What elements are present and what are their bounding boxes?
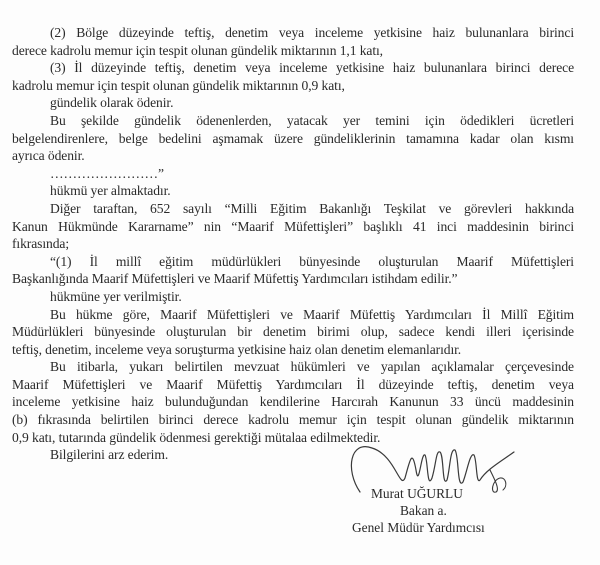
text-line: Bu hükme göre, Maarif Müfettişleri ve Maarif Müfettiş Yardımcıları İl Millî Eğitim <box>50 306 574 322</box>
text-line: derece kadrolu memur için tespit olunan gündelik miktarının 1,1 katı, <box>12 42 383 58</box>
text-line: kadrolu memur için tespit olunan gündelik miktarının 0,9 katı, <box>12 77 345 93</box>
text-line: (b) fıkrasında belirtilen birinci derece kadrolu memur için tespit olunan gündelik miktarının <box>12 412 574 428</box>
text-line: belgelendirenlere, belge bedelini aşmamak üzere gündeliklerinin tamamına kadar olan kısmı <box>12 130 574 146</box>
text-line: inceleme yetkisine haiz bulunduğundan kendilerine Harcırah Kanunun 33 üncü maddesinin <box>12 394 574 410</box>
text-line: 0,9 katı, tutarında gündelik ödenmesi gerektiği mütalaa edilmektedir. <box>12 429 381 445</box>
text-line: hükmü yer almaktadır. <box>50 183 171 199</box>
text-line: gündelik olarak ödenir. <box>50 95 174 111</box>
signatory-title-line2: Genel Müdür Yardımcısı <box>352 520 485 535</box>
text-line: (3) İl düzeyinde teftiş, denetim veya inceleme yetkisine haiz bulunanlara birinci derece <box>50 60 574 76</box>
text-line: fıkrasında; <box>12 236 70 252</box>
text-line: Diğer taraftan, 652 sayılı “Milli Eğitim Bakanlığı Teşkilat ve görevleri hakkında <box>50 200 574 216</box>
closing-line: Bilgilerini arz ederim. <box>50 447 169 463</box>
text-line: “(1) İl millî eğitim müdürlükleri bünyesinde oluşturulan Maarif Müfettişleri <box>50 253 574 269</box>
text-line: Bu itibarla, yukarı belirtilen mevzuat hükümleri ve yapılan açıklamalar çerçevesinde <box>50 359 574 375</box>
text-line: (2) Bölge düzeyinde teftiş, denetim veya inceleme yetkisine haiz bulunanlara birinci <box>50 25 574 40</box>
text-line: ayrıca ödenir. <box>12 148 85 164</box>
text-line: Müdürlükleri bünyesinde oluşturulan bir denetim birimi olup, sadece kendi illeri içerisinde <box>12 324 574 340</box>
text-line: Başkanlığında Maarif Müfettişleri ve Maarif Müfettiş Yardımcıları istihdam edilir.” <box>12 271 458 287</box>
signatory-name: Murat UĞURLU <box>371 486 463 501</box>
text-line: Maarif Müfettişleri ve Maarif Müfettiş Yardımcıları İl düzeyinde teftiş, denetim veya <box>12 376 574 392</box>
text-line: Kanun Hükmünde Kararname” nin “Maarif Müfettişleri” başlıklı 41 inci maddesinin birinci <box>12 218 574 234</box>
text-line: teftiş, denetim, inceleme veya soruşturma yetkisine haiz olan denetim elemanlarıdır. <box>12 341 462 357</box>
text-line: hükmüne yer verilmiştir. <box>50 288 182 304</box>
signatory-title-line1: Bakan a. <box>400 503 447 518</box>
text-line: Bu şekilde gündelik ödenenlerden, yatacak yer temini için ödedikleri ücretleri <box>50 112 574 128</box>
quote-ellipsis: ……………………” <box>50 165 164 181</box>
